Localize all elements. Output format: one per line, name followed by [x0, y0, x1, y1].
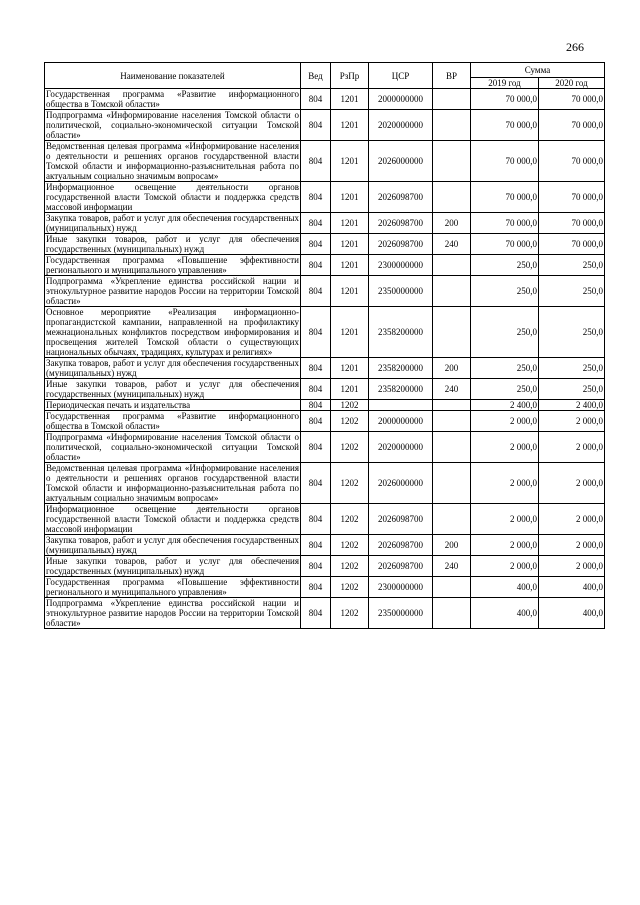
row-name: Государственная программа «Развитие информационного общества в Томской области»	[46, 411, 299, 431]
row-sum-2019: 2 000,0	[471, 556, 539, 577]
row-sum-2020: 2 000,0	[539, 556, 605, 577]
row-name: Государственная программа «Повышение эффективности регионального и муниципального управления»	[46, 255, 299, 275]
row-sum-2020: 250,0	[539, 379, 605, 400]
row-name: Основное мероприятие «Реализация информационно-пропагандистской кампании, направленной на профилактику межнациональных конфликтов посредством информирования и просвещения жителей Томской области о существующих национальных обычаях, традициях, культурах и религиях»	[46, 307, 299, 357]
row-vr	[433, 577, 471, 598]
row-rzpr: 1202	[331, 535, 369, 556]
row-rzpr: 1202	[331, 504, 369, 535]
page-number: 266	[566, 40, 584, 54]
header-csr: ЦСР	[369, 63, 433, 89]
table-row	[45, 89, 605, 110]
row-name: Закупка товаров, работ и услуг для обеспечения государственных (муниципальных) нужд	[46, 535, 299, 555]
table-row	[45, 307, 605, 358]
table-row	[45, 182, 605, 213]
row-csr: 2300000000	[369, 255, 433, 276]
row-rzpr: 1201	[331, 141, 369, 182]
row-rzpr: 1201	[331, 379, 369, 400]
table-row	[45, 535, 605, 556]
row-ved: 804	[301, 255, 331, 276]
row-ved: 804	[301, 379, 331, 400]
row-sum-2019: 400,0	[471, 598, 539, 629]
row-csr: 2350000000	[369, 598, 433, 629]
row-sum-2020: 70 000,0	[539, 182, 605, 213]
row-rzpr: 1202	[331, 556, 369, 577]
row-name: Информационное освещение деятельности органов государственной власти Томской области и поддержка средств массовой информации	[46, 504, 299, 534]
table-row	[45, 598, 605, 629]
row-csr: 2026098700	[369, 213, 433, 234]
row-vr	[433, 307, 471, 358]
row-sum-2020: 2 000,0	[539, 432, 605, 463]
row-sum-2019: 250,0	[471, 358, 539, 379]
row-sum-2020: 70 000,0	[539, 213, 605, 234]
row-ved: 804	[301, 598, 331, 629]
row-csr: 2350000000	[369, 276, 433, 307]
row-ved: 804	[301, 432, 331, 463]
row-sum-2019: 2 000,0	[471, 411, 539, 432]
row-vr: 200	[433, 213, 471, 234]
row-ved: 804	[301, 463, 331, 504]
row-sum-2019: 70 000,0	[471, 110, 539, 141]
row-vr	[433, 504, 471, 535]
row-ved: 804	[301, 234, 331, 255]
row-name: Государственная программа «Повышение эффективности регионального и муниципального управления»	[46, 577, 299, 597]
row-rzpr: 1201	[331, 89, 369, 110]
row-vr: 240	[433, 379, 471, 400]
row-sum-2020: 2 000,0	[539, 504, 605, 535]
row-vr	[433, 110, 471, 141]
header-sum: Сумма	[471, 63, 605, 78]
row-ved: 804	[301, 110, 331, 141]
row-sum-2019: 70 000,0	[471, 234, 539, 255]
table-row	[45, 577, 605, 598]
row-sum-2019: 2 000,0	[471, 504, 539, 535]
table-row	[45, 276, 605, 307]
row-vr	[433, 182, 471, 213]
row-sum-2020: 250,0	[539, 255, 605, 276]
header-rzpr: РзПр	[331, 63, 369, 89]
table-row	[45, 432, 605, 463]
row-rzpr: 1202	[331, 598, 369, 629]
row-ved: 804	[301, 213, 331, 234]
table-header-row	[45, 63, 605, 78]
row-sum-2019: 70 000,0	[471, 89, 539, 110]
header-ved: Вед	[301, 63, 331, 89]
table-row	[45, 255, 605, 276]
row-name: Подпрограмма «Информирование населения Томской области о политической, социально-экономической ситуации Томской области»	[46, 432, 299, 462]
row-sum-2020: 250,0	[539, 307, 605, 358]
table-row	[45, 463, 605, 504]
row-name: Подпрограмма «Информирование населения Томской области о политической, социально-экономической ситуации Томской области»	[46, 110, 299, 140]
row-ved: 804	[301, 141, 331, 182]
row-vr	[433, 89, 471, 110]
row-sum-2020: 70 000,0	[539, 234, 605, 255]
row-csr	[369, 400, 433, 411]
row-name: Подпрограмма «Укрепление единства российской нации и этнокультурное развитие народов России на территории Томской области»	[46, 276, 299, 306]
table-row	[45, 358, 605, 379]
row-sum-2019: 70 000,0	[471, 141, 539, 182]
row-csr: 2020000000	[369, 432, 433, 463]
row-vr: 200	[433, 358, 471, 379]
row-csr: 2026098700	[369, 535, 433, 556]
row-name: Ведомственная целевая программа «Информирование населения о деятельности и решениях органов государственной власти Томской области и информационно-разъяснительная работа по актуальным социально значимым вопросам»	[46, 141, 299, 181]
row-csr: 2020000000	[369, 110, 433, 141]
header-2020: 2020 год	[539, 78, 605, 89]
table-row	[45, 379, 605, 400]
row-sum-2020: 400,0	[539, 577, 605, 598]
header-name: Наименование показателей	[45, 63, 301, 89]
row-ved: 804	[301, 577, 331, 598]
row-rzpr: 1202	[331, 432, 369, 463]
row-sum-2020: 70 000,0	[539, 141, 605, 182]
row-sum-2019: 70 000,0	[471, 182, 539, 213]
row-sum-2020: 250,0	[539, 358, 605, 379]
row-vr	[433, 411, 471, 432]
row-ved: 804	[301, 307, 331, 358]
header-vr: ВР	[433, 63, 471, 89]
row-name: Закупка товаров, работ и услуг для обеспечения государственных (муниципальных) нужд	[46, 358, 299, 378]
row-sum-2020: 2 000,0	[539, 463, 605, 504]
row-vr: 240	[433, 556, 471, 577]
table-body	[45, 89, 605, 629]
row-csr: 2358200000	[369, 379, 433, 400]
row-csr: 2026098700	[369, 504, 433, 535]
row-ved: 804	[301, 411, 331, 432]
row-sum-2019: 250,0	[471, 255, 539, 276]
row-rzpr: 1201	[331, 276, 369, 307]
row-name: Иные закупки товаров, работ и услуг для обеспечения государственных (муниципальных) нужд	[46, 379, 299, 399]
table-row	[45, 504, 605, 535]
table-row	[45, 213, 605, 234]
row-vr	[433, 276, 471, 307]
table-row	[45, 411, 605, 432]
row-vr: 240	[433, 234, 471, 255]
row-rzpr: 1202	[331, 463, 369, 504]
header-2019: 2019 год	[471, 78, 539, 89]
row-sum-2020: 70 000,0	[539, 89, 605, 110]
row-ved: 804	[301, 182, 331, 213]
row-ved: 804	[301, 358, 331, 379]
row-name: Государственная программа «Развитие информационного общества в Томской области»	[46, 89, 299, 109]
row-vr	[433, 255, 471, 276]
table-row	[45, 556, 605, 577]
row-csr: 2026098700	[369, 182, 433, 213]
row-vr: 200	[433, 535, 471, 556]
row-sum-2019: 250,0	[471, 379, 539, 400]
row-ved: 804	[301, 535, 331, 556]
row-ved: 804	[301, 276, 331, 307]
row-rzpr: 1202	[331, 411, 369, 432]
row-name: Закупка товаров, работ и услуг для обеспечения государственных (муниципальных) нужд	[46, 213, 299, 233]
row-name: Периодическая печать и издательства	[45, 400, 301, 411]
row-name: Информационное освещение деятельности органов государственной власти Томской области и поддержка средств массовой информации	[46, 182, 299, 212]
row-sum-2019: 2 000,0	[471, 535, 539, 556]
row-name: Иные закупки товаров, работ и услуг для обеспечения государственных (муниципальных) нужд	[46, 234, 299, 254]
table-row	[45, 110, 605, 141]
row-vr	[433, 432, 471, 463]
row-vr	[433, 400, 471, 411]
row-vr	[433, 141, 471, 182]
row-sum-2019: 250,0	[471, 307, 539, 358]
row-csr: 2000000000	[369, 89, 433, 110]
row-sum-2020: 70 000,0	[539, 110, 605, 141]
row-rzpr: 1201	[331, 307, 369, 358]
row-csr: 2026098700	[369, 556, 433, 577]
row-sum-2020: 400,0	[539, 598, 605, 629]
row-name: Иные закупки товаров, работ и услуг для обеспечения государственных (муниципальных) нужд	[46, 556, 299, 576]
row-sum-2020: 2 000,0	[539, 535, 605, 556]
row-sum-2019: 2 000,0	[471, 432, 539, 463]
row-ved: 804	[301, 89, 331, 110]
table-row	[45, 141, 605, 182]
table-row	[45, 400, 605, 411]
row-ved: 804	[301, 504, 331, 535]
row-sum-2020: 2 000,0	[539, 411, 605, 432]
row-sum-2019: 400,0	[471, 577, 539, 598]
row-sum-2019: 70 000,0	[471, 213, 539, 234]
row-sum-2020: 250,0	[539, 276, 605, 307]
row-name: Подпрограмма «Укрепление единства российской нации и этнокультурное развитие народов России на территории Томской области»	[46, 598, 299, 628]
row-csr: 2000000000	[369, 411, 433, 432]
row-csr: 2300000000	[369, 577, 433, 598]
row-rzpr: 1201	[331, 234, 369, 255]
row-csr: 2358200000	[369, 358, 433, 379]
row-ved: 804	[301, 556, 331, 577]
row-rzpr: 1202	[331, 577, 369, 598]
row-name: Ведомственная целевая программа «Информирование населения о деятельности и решениях органов государственной власти Томской области и информационно-разъяснительная работа по актуальным социально значимым вопросам»	[46, 463, 299, 503]
table-row	[45, 234, 605, 255]
row-csr: 2026000000	[369, 463, 433, 504]
row-csr: 2358200000	[369, 307, 433, 358]
row-csr: 2026098700	[369, 234, 433, 255]
row-rzpr: 1201	[331, 182, 369, 213]
row-sum-2019: 250,0	[471, 276, 539, 307]
row-rzpr: 1202	[331, 400, 369, 411]
row-rzpr: 1201	[331, 110, 369, 141]
row-sum-2019: 2 000,0	[471, 463, 539, 504]
row-ved: 804	[301, 400, 331, 411]
row-csr: 2026000000	[369, 141, 433, 182]
budget-table	[44, 62, 605, 629]
row-rzpr: 1201	[331, 213, 369, 234]
row-sum-2019: 2 400,0	[471, 400, 539, 411]
row-rzpr: 1201	[331, 255, 369, 276]
row-sum-2020: 2 400,0	[539, 400, 605, 411]
row-vr	[433, 598, 471, 629]
row-vr	[433, 463, 471, 504]
row-rzpr: 1201	[331, 358, 369, 379]
